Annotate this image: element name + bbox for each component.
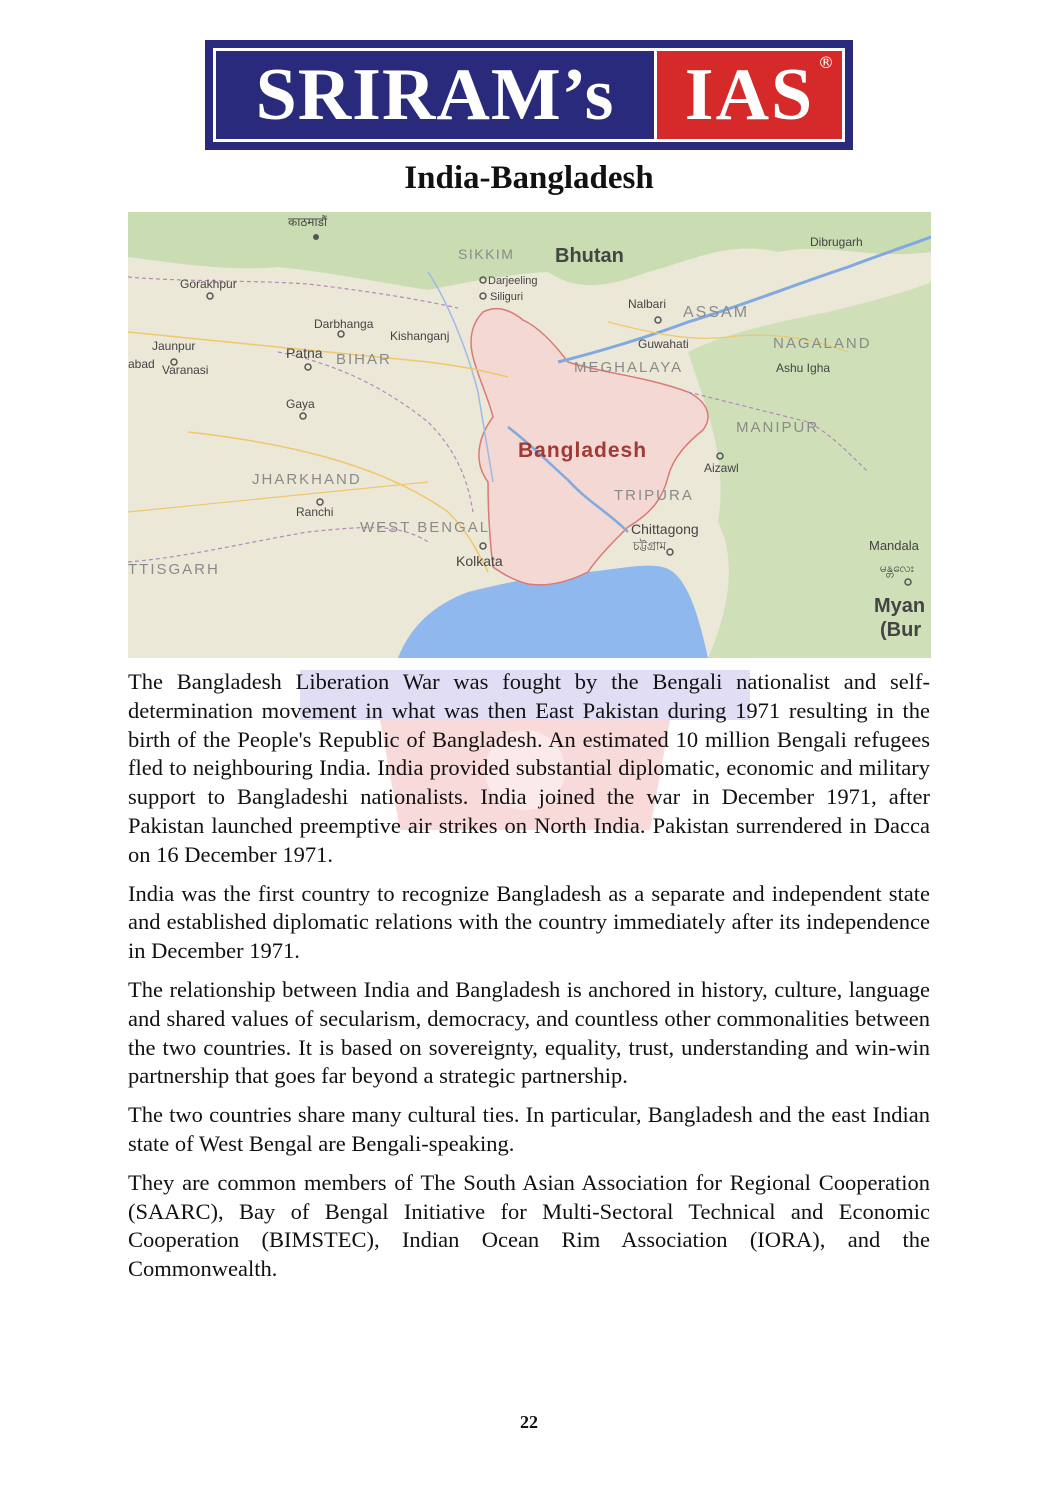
map-label-dibrugarh: Dibrugarh: [810, 235, 863, 249]
map-label-guwahati: Guwahati: [638, 337, 689, 351]
map-label-west-bengal: WEST BENGAL: [360, 519, 491, 536]
map-label-gaya: Gaya: [286, 397, 315, 411]
sriram-ias-logo: [205, 40, 853, 150]
paragraph-memberships: They are common members of The South Asian Association for Regional Cooperation (SAARC), Bay of Bengal Initiative for Multi-Sectoral Technical and Economic Cooperation (BIMSTEC), Indian Ocean Rim Association (IORA), and the Commonwealth.: [128, 1169, 930, 1282]
map-label-mandalay-my: မန္တလေး: [880, 561, 914, 575]
map-label-bhutan: Bhutan: [555, 245, 624, 267]
map-label-jharkhand: JHARKHAND: [252, 471, 362, 488]
map-label-aizawl: Aizawl: [704, 461, 739, 475]
map-label-myanmar-2: (Bur: [880, 619, 922, 641]
map-label-kathmandu: काठमाडौं: [288, 215, 328, 229]
logo-ias-text: IAS: [684, 54, 815, 136]
map-label-manipur: MANIPUR: [736, 419, 820, 436]
map-label-darjeeling: Darjeeling: [488, 275, 538, 287]
map-label-kolkata: Kolkata: [456, 553, 503, 569]
map-label-bangladesh: Bangladesh: [518, 439, 648, 462]
map-label-mandalay: Mandala: [869, 538, 919, 553]
map-label-chhattisgarh: TTISGARH: [128, 561, 220, 578]
map-label-jaunpur: Jaunpur: [152, 339, 196, 353]
map-label-assam: ASSAM: [683, 304, 750, 321]
map-label-abad: abad: [128, 357, 155, 371]
map-label-chittagong-bn: চট্টগ্রাম: [633, 539, 667, 553]
map-label-nalbari: Nalbari: [628, 297, 667, 311]
map-label-chittagong: Chittagong: [631, 521, 699, 537]
paragraph-relationship: The relationship between India and Bangladesh is anchored in history, culture, language and shared values of secularism, democracy, and countless other commonalities between the two countries. It is based on sovereignty, equality, trust, understanding and win-win partnership that goes far beyond a strategic partnership.: [128, 976, 930, 1089]
logo-frame: [213, 48, 845, 142]
logo-ias-block: [654, 51, 842, 139]
logo-sriram-text: SRIRAM’s: [255, 54, 615, 136]
map-label-kishanganj: Kishanganj: [390, 329, 450, 343]
map-label-myanmar-1: Myan: [874, 595, 926, 617]
map-label-gorakhpur: Gorakhpur: [180, 277, 237, 291]
paragraph-cultural-ties: The two countries share many cultural ties. In particular, Bangladesh and the east Indian state of West Bengal are Bengali-speaking.: [128, 1102, 930, 1156]
map-label-meghalaya: MEGHALAYA: [574, 359, 684, 376]
map-label-tripura: TRIPURA: [614, 487, 694, 504]
paragraph-liberation-war: The Bangladesh Liberation War was fought by the Bengali nationalist and self-determination movement in what was then East Pakistan during 1971 resulting in the birth of the People's Republic of Bangladesh. An estimated 10 million Bengali refugees fled to neighbouring India. India provided substantial diplomatic, economic and military support to Bangladeshi nationalists. India joined the war in December 1971, after Pakistan launched preemptive air strikes on North India. Pakistan surrendered in Dacca on 16 December 1971.: [128, 669, 930, 867]
map-label-darbhanga: Darbhanga: [314, 317, 374, 331]
map-label-ranchi: Ranchi: [296, 505, 334, 519]
map-label-varanasi: Varanasi: [162, 363, 209, 377]
registered-mark: ®: [818, 53, 836, 72]
map-label-sikkim: SIKKIM: [458, 246, 515, 262]
map-label-bihar: BIHAR: [336, 351, 392, 368]
india-bangladesh-map: [128, 212, 931, 658]
map-label-nagaland: NAGALAND: [773, 335, 872, 352]
paragraph-recognition: India was the first country to recognize Bangladesh as a separate and independent state and established diplomatic relations with the country immediately after its independence in December 1971.: [128, 880, 930, 964]
body-text: [128, 668, 930, 1294]
page-title: India-Bangladesh: [404, 160, 654, 196]
map-label-patna: Patna: [286, 345, 323, 361]
map-label-siliguri: Siliguri: [490, 291, 524, 303]
page-number: 22: [520, 1412, 538, 1432]
map-label-ashu-igha: Ashu Igha: [776, 361, 831, 375]
